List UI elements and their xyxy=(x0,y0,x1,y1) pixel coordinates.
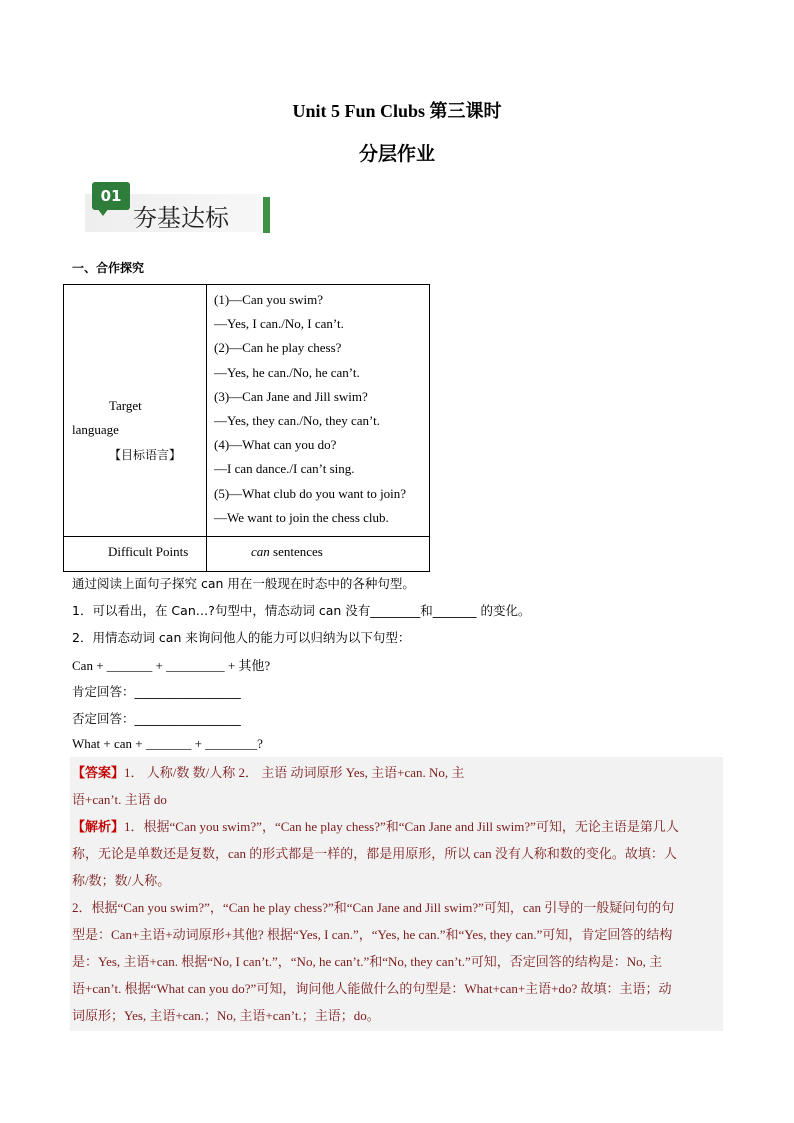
table-line: —Yes, I can./No, I can’t. xyxy=(214,316,344,332)
table-line: (2)—Can he play chess? xyxy=(214,340,342,356)
analysis-line-5: 型是：Can+主语+动词原形+其他? 根据“Yes, I can.”，“Yes, he can.”和“Yes, they can.”可知，肯定回答的结构 xyxy=(72,927,673,942)
analysis-text-1: 1．根据“Can you swim?”，“Can he play chess?”和“Can Jane and Jill swim?”可知，无论主语是第几人 xyxy=(124,819,679,834)
table-line: (1)—Can you swim? xyxy=(214,292,324,307)
target-label-cell xyxy=(64,285,207,537)
analysis-line-1 xyxy=(72,816,679,835)
formula-question: Can + _______ + _________ + 其他? xyxy=(72,658,271,673)
target-label-3: 【目标语言】 xyxy=(109,448,182,462)
table-line: (3)—Can Jane and Jill swim? xyxy=(214,388,368,404)
table-line: (5)—What club do you want to join? xyxy=(214,485,407,501)
table-line: —Yes, they can./No, they can’t. xyxy=(214,412,380,428)
analysis-tag: 【解析】 xyxy=(72,820,125,835)
answer-text-1: 1． 人称/数 数/人称 2． 主语 动词原形 Yes, 主语+can. No, 主 xyxy=(124,765,465,780)
page-subtitle: 分层作业 xyxy=(358,143,435,165)
analysis-line-6: 是：Yes, 主语+can. 根据“No, I can’t.”，“No, he can’t.”和“No, they can’t.”可知，否定回答的结构是：No, 主 xyxy=(72,954,663,969)
difficult-value-cell xyxy=(207,537,430,572)
difficult-label: Difficult Points xyxy=(108,544,189,559)
difficult-label-cell xyxy=(64,537,207,572)
analysis-line-4: 2．根据“Can you swim?”，“Can he play chess?”和“Can Jane and Jill swim?”可知，can 引导的一般疑问句的句 xyxy=(72,900,675,915)
section-banner xyxy=(85,182,271,234)
difficult-keyword: can xyxy=(251,544,270,559)
formula-what: What + can + _______ + ________? xyxy=(72,736,263,751)
analysis-line-7: 语+can’t. 根据“What can you do?”可知，询问他人能做什么的句型是：What+can+主语+do? 故填：主语；动 xyxy=(72,981,672,996)
banner-number: 01 xyxy=(92,182,130,210)
banner-bar xyxy=(263,197,270,233)
formula-positive: 肯定回答：_________________ xyxy=(72,684,241,699)
target-label-2: language xyxy=(72,422,119,437)
banner-tail-icon xyxy=(97,208,109,216)
table-line: —I can dance./I can’t sing. xyxy=(214,461,355,477)
banner-title: 夯基达标 xyxy=(133,204,229,232)
answer-tag: 【答案】 xyxy=(72,766,125,781)
section-title: 一、合作探究 xyxy=(72,261,145,275)
table-line: —Yes, he can./No, he can’t. xyxy=(214,364,360,380)
table-line: (4)—What can you do? xyxy=(214,437,337,453)
page-title: Unit 5 Fun Clubs 第三课时 xyxy=(292,101,502,121)
target-lines-cell xyxy=(207,285,430,537)
formula-negative: 否定回答：_________________ xyxy=(72,711,241,726)
difficult-text: sentences xyxy=(269,544,323,559)
question-1: 1．可以看出，在 Can…?句型中，情态动词 can 没有________和_______ 的变化。 xyxy=(72,603,531,618)
question-2: 2．用情态动词 can 来询问他人的能力可以归纳为以下句型： xyxy=(72,630,411,645)
target-language-table xyxy=(63,284,430,572)
difficult-value xyxy=(251,544,323,560)
table-line: —We want to join the chess club. xyxy=(214,509,389,525)
answer-line-1 xyxy=(72,762,464,781)
target-label-1: Target xyxy=(109,398,142,413)
answer-line-2: 语+can’t. 主语 do xyxy=(72,792,167,807)
analysis-line-2: 称，无论是单数还是复数，can 的形式都是一样的，都是用原形，所以 can 没有人称和数的变化。故填：人 xyxy=(72,846,677,861)
analysis-line-3: 称/数；数/人称。 xyxy=(72,873,171,888)
analysis-line-8: 词原形；Yes, 主语+can.；No, 主语+can’t.；主语；do。 xyxy=(72,1008,380,1023)
intro-text: 通过阅读上面句子探究 can 用在一般现在时态中的各种句型。 xyxy=(72,576,415,591)
